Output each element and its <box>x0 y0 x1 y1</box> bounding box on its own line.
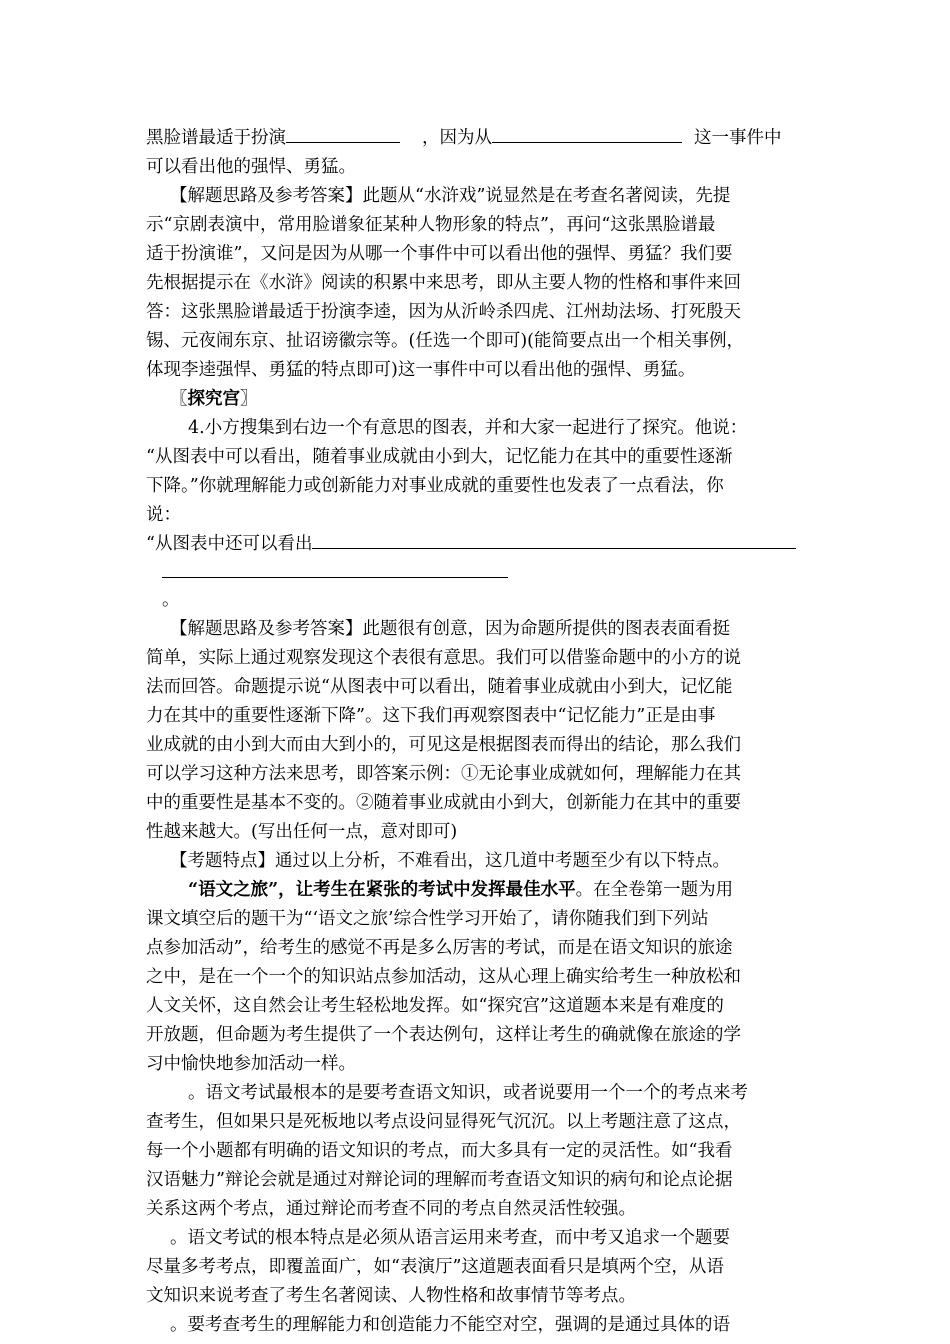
text-line: 体现李逵强悍、勇猛的特点即可)这一事件中可以看出他的强悍、勇猛。 <box>146 360 696 380</box>
text-line: 示“京剧表演中，常用脸谱象征某种人物形象的特点”，再问“这张黑脸谱最 <box>146 215 716 235</box>
bracket-close: 〗 <box>240 389 258 409</box>
text-line: 可以学习这种方法来思考，即答案示例：①无论事业成就如何，理解能力在其 <box>146 764 741 784</box>
bracket-open: 〖 <box>170 389 188 409</box>
text-line: 课文填空后的题干为“‘语文之旅’综合性学习开始了，请你随我们到下列站 <box>146 909 709 929</box>
text-line: 关系这两个考点，通过辩论而考查不同的考点自然灵活性较强。 <box>146 1199 636 1219</box>
text-line: 文知识来说考查了考生名著阅读、人物性格和故事情节等考点。 <box>146 1286 636 1306</box>
feature-line: 。语文考试的根本特点是必须从语言运用来考查，而中考又追求一个题要 <box>170 1228 730 1248</box>
answer-blank-role[interactable] <box>286 126 400 143</box>
text-line: 答：这张黑脸谱最适于扮演李逵，因为从沂岭杀四虎、江州劫法场、打死殷天 <box>146 302 741 322</box>
text-line: 性越来越大。(写出任何一点，意对即可) <box>146 822 458 842</box>
text-line: 汉语魅力”辩论会就是通过对辩论词的理解而考查语文知识的病句和论点论据 <box>146 1170 733 1190</box>
text-line: 习中愉快地参加活动一样。 <box>146 1054 356 1074</box>
answer-blank-1[interactable] <box>312 532 796 549</box>
text-line: 开放题，但命题为考生提供了一个表达例句，这样让考生的确就像在旅途的学 <box>146 1025 741 1045</box>
feature-title: “语文之旅”，让考生在紧张的考试中发挥最佳水平 <box>188 880 576 900</box>
answer-blank-line <box>162 561 508 585</box>
feature-text: 。在全卷第一题为用 <box>575 880 734 900</box>
text-line: 说： <box>146 505 181 525</box>
section-title: 探究宫 <box>187 389 240 409</box>
text-line: 适于扮演谁”，又问是因为从哪一个事件中可以看出他的强悍、勇猛？我们要 <box>146 244 733 264</box>
text-line: 下降。”你就理解能力或创新能力对事业成就的重要性也发表了一点看法，你 <box>146 476 724 496</box>
text-line: 中的重要性是基本不变的。②随着事业成就由小到大，创新能力在其中的重要 <box>146 793 741 813</box>
text-line: “从图表中可以看出，随着事业成就由小到大，记忆能力在其中的重要性逐渐 <box>146 447 733 467</box>
text-line: 。 <box>162 590 180 610</box>
answer-blank-2[interactable] <box>162 561 508 578</box>
text-line: 业成就的由小到大而由大到小的，可见这是根据图表而得出的结论，那么我们 <box>146 735 741 755</box>
question-line: 4.小方搜集到右边一个有意思的图表，并和大家一起进行了探究。他说： <box>188 418 748 438</box>
feature-line: 。语文考试最根本的是要考查语文知识，或者说要用一个一个的考点来考 <box>188 1083 748 1103</box>
fill-in-question <box>146 126 782 150</box>
question-text: 黑脸谱最适于扮演 <box>146 128 286 148</box>
text-line: 锡、元夜闹东京、扯诏谤徽宗等。(任选一个即可)(能简要点出一个相关事例， <box>146 331 744 351</box>
answer-heading-line: 【解题思路及参考答案】此题很有创意，因为命题所提供的图表表面看挺 <box>170 619 730 639</box>
text-line: 可以看出他的强悍、勇猛。 <box>146 157 356 177</box>
section-heading <box>170 387 258 411</box>
answer-heading-line: 【解题思路及参考答案】此题从“水浒戏”说显然是在考查名著阅读，先提 <box>170 186 731 206</box>
text-line: 先根据提示在《水浒》阅读的积累中来思考，即从主要人物的性格和事件来回 <box>146 273 741 293</box>
text-line: 点参加活动”，给考生的感觉不再是多么厉害的考试，而是在语文知识的旅途 <box>146 938 733 958</box>
text-line: 每一个小题都有明确的语文知识的考点，而大多具有一定的灵活性。如“我看 <box>146 1141 733 1161</box>
text-line: 之中，是在一个一个的知识站点参加活动，这从心理上确实给考生一种放松和 <box>146 967 741 987</box>
text-line: 简单，实际上通过观察发现这个表很有意思。我们可以借鉴命题中的小方的说 <box>146 648 741 668</box>
answer-blank-event[interactable] <box>492 126 682 143</box>
features-heading-line: 【考题特点】通过以上分析，不难看出，这几道中考题至少有以下特点。 <box>170 851 730 871</box>
text-line: 尽量多考考点，即覆盖面广，如“表演厅”这道题表面看只是填两个空，从语 <box>146 1257 724 1277</box>
feature-line <box>188 878 733 902</box>
feature-line: 。要考查考生的理解能力和创造能力不能空对空，强调的是通过具体的语 <box>170 1315 730 1335</box>
answer-prompt-line <box>146 532 796 556</box>
question-text: 这一事件中 <box>694 128 782 148</box>
text-line: 法而回答。命题提示说“从图表中可以看出，随着事业成就由小到大，记忆能 <box>146 677 733 697</box>
text-line: 查考生，但如果只是死板地以考点设问显得死气沉沉。以上考题注意了这点， <box>146 1112 741 1132</box>
answer-prompt: “从图表中还可以看出 <box>146 534 313 554</box>
question-text: ，因为从 <box>422 128 492 148</box>
text-line: 人文关怀，这自然会让考生轻松地发挥。如“探究宫”这道题本来是有难度的 <box>146 996 724 1016</box>
text-line: 力在其中的重要性逐渐下降”。这下我们再观察图表中“记忆能力”正是由事 <box>146 706 716 726</box>
